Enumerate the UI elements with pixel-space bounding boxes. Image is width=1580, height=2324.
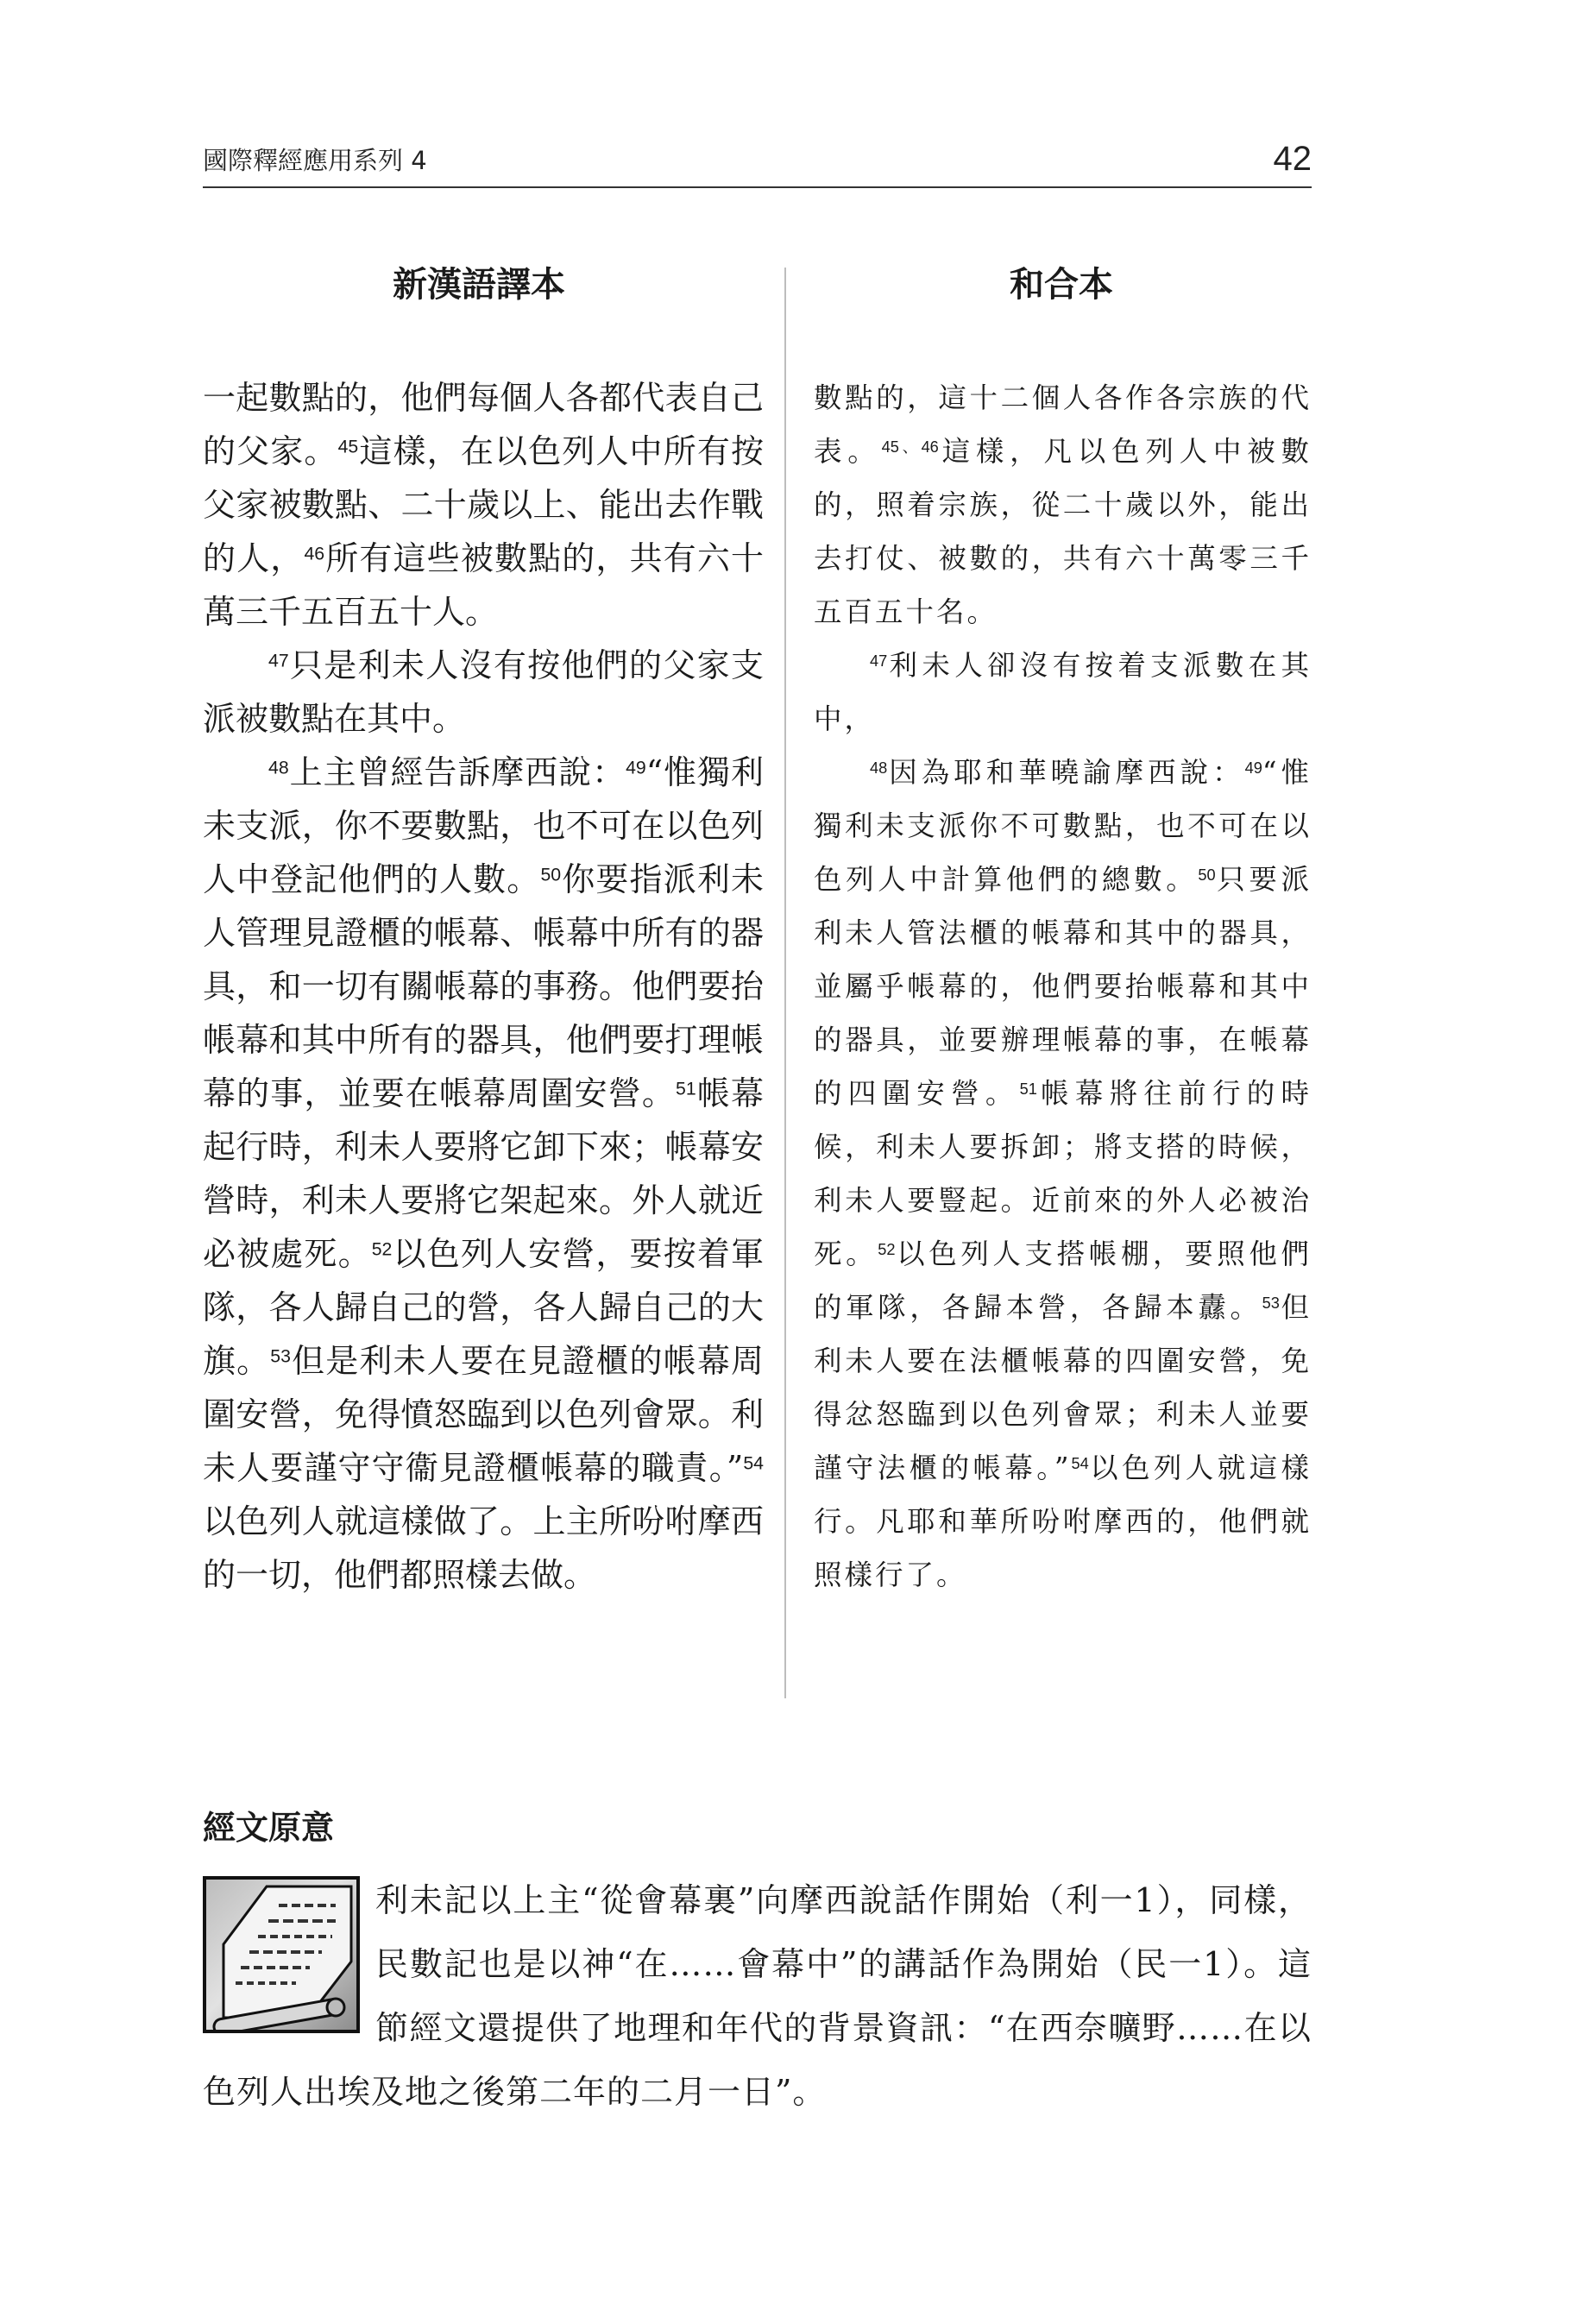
running-header-series: 國際釋經應用系列 4 — [203, 146, 427, 175]
verse-number: 47 — [268, 650, 289, 671]
verse-number: 51 — [676, 1078, 696, 1099]
section-body — [203, 1868, 1312, 2124]
left-text-segment: “惟獨利未支派，你不要數點，也不可在以色列人中登記他們的人數。 — [203, 753, 764, 898]
section-title: 經文原意 — [203, 1809, 335, 1847]
verse-number: 52 — [878, 1241, 896, 1258]
left-text-segment: 這樣，在以色列人中所有按父家被數點、二十歲以上、能出去作戰的人， — [203, 432, 764, 577]
right-text-segment: 以色列人就這樣行。凡耶和華所吩咐摩西的，他們就照樣行了。 — [814, 1452, 1312, 1591]
right-text-segment: 只要派利未人管法櫃的帳幕和其中的器具，並屬乎帳幕的，他們要抬帳幕和其中的器具，並要辦理帳幕的事，在帳幕的四圍安營。 — [814, 863, 1312, 1110]
header-rule — [203, 186, 1312, 188]
verse-number: 53 — [270, 1345, 291, 1367]
right-paragraph-1 — [814, 371, 1312, 639]
left-text-segment: 你要指派利未人管理見證櫃的帳幕、帳幕中所有的器具，和一切有關帳幕的事務。他們要抬帳幕和其中所有的器具，他們要打理帳幕的事，並要在帳幕周圍安營。 — [203, 860, 764, 1112]
verse-number: 45、46 — [881, 438, 939, 456]
verse-number: 48 — [268, 757, 289, 778]
right-text-segment: 以色列人支搭帳棚，要照他們的軍隊，各歸本營，各歸本纛。 — [814, 1238, 1312, 1324]
left-paragraph-3 — [203, 746, 764, 1602]
verse-number: 54 — [1071, 1455, 1089, 1472]
verse-number: 50 — [540, 864, 562, 885]
verse-number: 52 — [371, 1238, 393, 1260]
right-text-segment: 數點的，這十二個人各作各宗族的代表。 — [814, 381, 1312, 468]
left-text-segment: 但是利未人要在見證櫃的帳幕周圍安營，免得憤怒臨到以色列會眾。利未人要謹守守衞見證櫃帳幕的職責。” — [203, 1342, 764, 1487]
left-column-title: 新漢語譯本 — [393, 265, 565, 305]
verse-number: 45 — [337, 436, 359, 457]
verse-number: 50 — [1198, 866, 1216, 884]
verse-number: 49 — [1244, 759, 1262, 777]
section-body-text: 利未記以上主“從會幕裏”向摩西說話作開始（利一1），同樣，民數記也是以神“在……會幕中”的講話作為開始（民一1）。這節經文還提供了地理和年代的背景資訊：“在西奈曠野……在以色列人出埃及地之後第二年的二月一日”。 — [203, 1881, 1312, 2111]
left-text-segment: 上主曾經告訴摩西說： — [288, 753, 626, 791]
left-text-segment: 一起數點的，他們每個人各都代表自己的父家。 — [203, 379, 764, 470]
left-paragraph-2 — [203, 639, 764, 746]
verse-number: 49 — [626, 757, 646, 778]
icon-spacer — [203, 1868, 375, 2054]
right-column-title: 和合本 — [1010, 265, 1113, 305]
left-text-segment: 以色列人就這樣做了。上主所吩咐摩西的一切，他們都照樣去做。 — [203, 1502, 764, 1594]
verse-number: 48 — [870, 759, 888, 777]
left-text-segment: 只是利未人沒有按他們的父家支派被數點在其中。 — [203, 646, 764, 738]
left-column-text — [203, 371, 764, 1602]
right-text-segment: 但利未人要在法櫃帳幕的四圍安營，免得忿怒臨到以色列會眾；利未人並要謹守法櫃的帳幕。” — [814, 1291, 1312, 1484]
right-paragraph-3 — [814, 746, 1312, 1602]
right-text-segment: 利未人卻沒有按着支派數在其中， — [814, 649, 1312, 735]
verse-number: 53 — [1262, 1294, 1280, 1312]
verse-number: 54 — [743, 1452, 764, 1474]
page-number: 42 — [1273, 140, 1312, 178]
right-text-segment: “惟獨利未支派你不可數點，也不可在以色列人中計算他們的總數。 — [814, 756, 1312, 896]
left-text-segment: 以色列人安營，要按着軍隊，各人歸自己的營，各人歸自己的大旗。 — [203, 1235, 764, 1380]
right-paragraph-2 — [814, 639, 1312, 746]
left-text-segment: 帳幕起行時，利未人要將它卸下來；帳幕安營時，利未人要將它架起來。外人就近必被處死。 — [203, 1074, 764, 1273]
verse-number: 46 — [304, 543, 325, 564]
verse-number: 47 — [870, 652, 888, 670]
right-text-segment: 因為耶和華曉諭摩西說： — [887, 756, 1245, 789]
column-divider — [784, 268, 786, 1698]
right-text-segment: 帳幕將往前行的時候，利未人要拆卸；將支搭的時候，利未人要豎起。近前來的外人必被治死。 — [814, 1077, 1312, 1270]
right-text-segment: 這樣，凡以色列人中被數的，照着宗族，從二十歲以外，能出去打仗、被數的，共有六十萬零三千五百五十名。 — [814, 435, 1312, 628]
right-column-text — [814, 371, 1312, 1602]
left-text-segment: 所有這些被數點的，共有六十萬三千五百五十人。 — [203, 539, 764, 631]
left-paragraph-1 — [203, 371, 764, 639]
verse-number: 51 — [1019, 1080, 1037, 1098]
